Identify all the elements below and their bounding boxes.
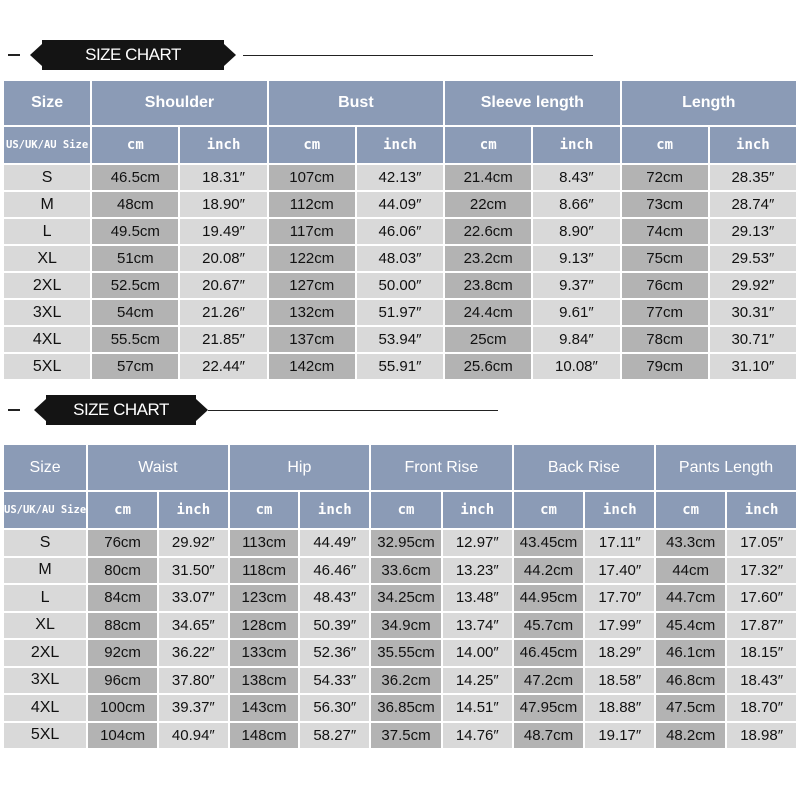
table-row	[4, 613, 796, 639]
size-cell: XL	[4, 246, 90, 271]
cm-value-cell: 21.4cm	[445, 165, 531, 190]
size-cell: L	[4, 585, 86, 611]
inch-value-cell: 9.61″	[533, 300, 619, 325]
inch-value-cell: 40.94″	[159, 723, 228, 749]
inch-value-cell: 31.10″	[710, 354, 796, 379]
table-row	[4, 668, 796, 694]
cm-value-cell: 35.55cm	[371, 640, 441, 666]
cm-value-cell: 133cm	[230, 640, 299, 666]
cm-value-cell: 49.5cm	[92, 219, 178, 244]
cm-value-cell: 44.7cm	[656, 585, 725, 611]
table-row	[4, 165, 796, 190]
cm-value-cell: 100cm	[88, 695, 157, 721]
cm-value-cell: 80cm	[88, 558, 157, 584]
table-row	[4, 723, 796, 749]
inch-value-cell: 18.31″	[180, 165, 266, 190]
cm-value-cell: 48.2cm	[656, 723, 725, 749]
inch-value-cell: 48.43″	[300, 585, 369, 611]
header-shoulder: Shoulder	[92, 81, 266, 125]
size-region-label: US/UK/AU Size	[4, 127, 90, 163]
inch-value-cell: 13.23″	[443, 558, 512, 584]
inch-value-cell: 36.22″	[159, 640, 228, 666]
cm-value-cell: 96cm	[88, 668, 157, 694]
inch-value-cell: 51.97″	[357, 300, 443, 325]
banner-rule	[208, 410, 498, 411]
inch-value-cell: 20.08″	[180, 246, 266, 271]
inch-value-cell: 8.90″	[533, 219, 619, 244]
inch-value-cell: 42.13″	[357, 165, 443, 190]
inch-value-cell: 18.15″	[727, 640, 796, 666]
banner-dash	[8, 54, 20, 56]
cm-value-cell: 22.6cm	[445, 219, 531, 244]
cm-value-cell: 25cm	[445, 327, 531, 352]
unit-row	[4, 492, 796, 528]
header-pants-length: Pants Length	[656, 445, 796, 490]
cm-value-cell: 46.1cm	[656, 640, 725, 666]
inch-value-cell: 44.49″	[300, 530, 369, 556]
inch-value-cell: 18.70″	[727, 695, 796, 721]
inch-value-cell: 50.00″	[357, 273, 443, 298]
cm-value-cell: 137cm	[269, 327, 355, 352]
cm-value-cell: 72cm	[622, 165, 708, 190]
inch-value-cell: 14.76″	[443, 723, 512, 749]
cm-value-cell: 143cm	[230, 695, 299, 721]
header-waist: Waist	[88, 445, 227, 490]
header-front-rise: Front Rise	[371, 445, 512, 490]
size-chart-banner-bottom	[8, 393, 508, 427]
size-cell: 3XL	[4, 668, 86, 694]
inch-value-cell: 21.26″	[180, 300, 266, 325]
size-cell: XL	[4, 613, 86, 639]
unit-cell: cm	[656, 492, 725, 528]
inch-value-cell: 21.85″	[180, 327, 266, 352]
cm-value-cell: 25.6cm	[445, 354, 531, 379]
unit-cell: cm	[230, 492, 299, 528]
unit-cell: inch	[533, 127, 619, 163]
cm-value-cell: 36.85cm	[371, 695, 441, 721]
size-cell: 5XL	[4, 723, 86, 749]
inch-value-cell: 18.90″	[180, 192, 266, 217]
cm-value-cell: 112cm	[269, 192, 355, 217]
cm-value-cell: 24.4cm	[445, 300, 531, 325]
table-row	[4, 640, 796, 666]
inch-value-cell: 56.30″	[300, 695, 369, 721]
size-cell: M	[4, 192, 90, 217]
size-cell: L	[4, 219, 90, 244]
inch-value-cell: 30.71″	[710, 327, 796, 352]
table-row	[4, 585, 796, 611]
unit-cell: inch	[710, 127, 796, 163]
table-row	[4, 192, 796, 217]
inch-value-cell: 29.13″	[710, 219, 796, 244]
inch-value-cell: 17.11″	[585, 530, 654, 556]
inch-value-cell: 17.60″	[727, 585, 796, 611]
cm-value-cell: 138cm	[230, 668, 299, 694]
inch-value-cell: 17.05″	[727, 530, 796, 556]
size-cell: 4XL	[4, 695, 86, 721]
cm-value-cell: 142cm	[269, 354, 355, 379]
cm-value-cell: 36.2cm	[371, 668, 441, 694]
cm-value-cell: 127cm	[269, 273, 355, 298]
inch-value-cell: 28.74″	[710, 192, 796, 217]
cm-value-cell: 113cm	[230, 530, 299, 556]
inch-value-cell: 17.87″	[727, 613, 796, 639]
cm-value-cell: 43.3cm	[656, 530, 725, 556]
cm-value-cell: 76cm	[622, 273, 708, 298]
unit-cell: cm	[622, 127, 708, 163]
header-hip: Hip	[230, 445, 369, 490]
size-chart-banner-top	[8, 38, 598, 72]
size-cell: S	[4, 165, 90, 190]
bottom-size-table	[2, 443, 798, 750]
banner-rule	[243, 55, 593, 56]
cm-value-cell: 107cm	[269, 165, 355, 190]
cm-value-cell: 55.5cm	[92, 327, 178, 352]
unit-cell: cm	[514, 492, 584, 528]
cm-value-cell: 34.9cm	[371, 613, 441, 639]
unit-cell: inch	[159, 492, 228, 528]
table-row	[4, 354, 796, 379]
inch-value-cell: 12.97″	[443, 530, 512, 556]
inch-value-cell: 31.50″	[159, 558, 228, 584]
table-row	[4, 695, 796, 721]
cm-value-cell: 48cm	[92, 192, 178, 217]
cm-value-cell: 32.95cm	[371, 530, 441, 556]
inch-value-cell: 33.07″	[159, 585, 228, 611]
inch-value-cell: 44.09″	[357, 192, 443, 217]
inch-value-cell: 55.91″	[357, 354, 443, 379]
cm-value-cell: 34.25cm	[371, 585, 441, 611]
header-sleeve-length: Sleeve length	[445, 81, 619, 125]
cm-value-cell: 79cm	[622, 354, 708, 379]
inch-value-cell: 14.00″	[443, 640, 512, 666]
cm-value-cell: 122cm	[269, 246, 355, 271]
inch-value-cell: 46.06″	[357, 219, 443, 244]
cm-value-cell: 44.95cm	[514, 585, 584, 611]
cm-value-cell: 46.8cm	[656, 668, 725, 694]
unit-cell: cm	[88, 492, 157, 528]
cm-value-cell: 46.45cm	[514, 640, 584, 666]
cm-value-cell: 128cm	[230, 613, 299, 639]
banner-title: SIZE CHART	[73, 400, 169, 419]
header-size: Size	[4, 81, 90, 125]
unit-cell: inch	[443, 492, 512, 528]
unit-cell: inch	[585, 492, 654, 528]
cm-value-cell: 78cm	[622, 327, 708, 352]
cm-value-cell: 22cm	[445, 192, 531, 217]
cm-value-cell: 132cm	[269, 300, 355, 325]
inch-value-cell: 14.51″	[443, 695, 512, 721]
cm-value-cell: 23.8cm	[445, 273, 531, 298]
inch-value-cell: 46.46″	[300, 558, 369, 584]
cm-value-cell: 54cm	[92, 300, 178, 325]
inch-value-cell: 29.92″	[159, 530, 228, 556]
inch-value-cell: 58.27″	[300, 723, 369, 749]
inch-value-cell: 14.25″	[443, 668, 512, 694]
cm-value-cell: 45.7cm	[514, 613, 584, 639]
cm-value-cell: 46.5cm	[92, 165, 178, 190]
cm-value-cell: 84cm	[88, 585, 157, 611]
cm-value-cell: 76cm	[88, 530, 157, 556]
inch-value-cell: 18.88″	[585, 695, 654, 721]
header-length: Length	[622, 81, 796, 125]
inch-value-cell: 18.58″	[585, 668, 654, 694]
unit-row	[4, 127, 796, 163]
cm-value-cell: 75cm	[622, 246, 708, 271]
inch-value-cell: 28.35″	[710, 165, 796, 190]
inch-value-cell: 18.29″	[585, 640, 654, 666]
size-cell: 3XL	[4, 300, 90, 325]
inch-value-cell: 8.66″	[533, 192, 619, 217]
size-cell: S	[4, 530, 86, 556]
unit-cell: cm	[371, 492, 441, 528]
inch-value-cell: 17.99″	[585, 613, 654, 639]
cm-value-cell: 23.2cm	[445, 246, 531, 271]
cm-value-cell: 77cm	[622, 300, 708, 325]
inch-value-cell: 22.44″	[180, 354, 266, 379]
unit-cell: inch	[357, 127, 443, 163]
inch-value-cell: 17.70″	[585, 585, 654, 611]
table-row	[4, 558, 796, 584]
banner-title: SIZE CHART	[85, 45, 181, 64]
size-cell: 2XL	[4, 273, 90, 298]
cm-value-cell: 117cm	[269, 219, 355, 244]
inch-value-cell: 53.94″	[357, 327, 443, 352]
cm-value-cell: 44.2cm	[514, 558, 584, 584]
inch-value-cell: 10.08″	[533, 354, 619, 379]
inch-value-cell: 37.80″	[159, 668, 228, 694]
table-row	[4, 246, 796, 271]
banner-dash	[8, 409, 20, 411]
cm-value-cell: 47.2cm	[514, 668, 584, 694]
unit-cell: inch	[180, 127, 266, 163]
inch-value-cell: 29.92″	[710, 273, 796, 298]
unit-cell: cm	[92, 127, 178, 163]
inch-value-cell: 9.13″	[533, 246, 619, 271]
cm-value-cell: 88cm	[88, 613, 157, 639]
cm-value-cell: 43.45cm	[514, 530, 584, 556]
inch-value-cell: 19.49″	[180, 219, 266, 244]
cm-value-cell: 48.7cm	[514, 723, 584, 749]
inch-value-cell: 30.31″	[710, 300, 796, 325]
header-bust: Bust	[269, 81, 443, 125]
size-cell: 2XL	[4, 640, 86, 666]
header-size: Size	[4, 445, 86, 490]
inch-value-cell: 18.98″	[727, 723, 796, 749]
table-row	[4, 327, 796, 352]
cm-value-cell: 123cm	[230, 585, 299, 611]
inch-value-cell: 9.84″	[533, 327, 619, 352]
inch-value-cell: 48.03″	[357, 246, 443, 271]
cm-value-cell: 57cm	[92, 354, 178, 379]
cm-value-cell: 52.5cm	[92, 273, 178, 298]
cm-value-cell: 74cm	[622, 219, 708, 244]
inch-value-cell: 52.36″	[300, 640, 369, 666]
cm-value-cell: 37.5cm	[371, 723, 441, 749]
cm-value-cell: 33.6cm	[371, 558, 441, 584]
unit-cell: cm	[269, 127, 355, 163]
cm-value-cell: 118cm	[230, 558, 299, 584]
inch-value-cell: 54.33″	[300, 668, 369, 694]
banner-ribbon	[46, 395, 196, 425]
inch-value-cell: 19.17″	[585, 723, 654, 749]
inch-value-cell: 9.37″	[533, 273, 619, 298]
top-size-table	[2, 79, 798, 381]
inch-value-cell: 39.37″	[159, 695, 228, 721]
cm-value-cell: 47.5cm	[656, 695, 725, 721]
size-region-label: US/UK/AU Size	[4, 492, 86, 528]
inch-value-cell: 29.53″	[710, 246, 796, 271]
header-back-rise: Back Rise	[514, 445, 655, 490]
unit-cell: inch	[727, 492, 796, 528]
cm-value-cell: 73cm	[622, 192, 708, 217]
unit-cell: cm	[445, 127, 531, 163]
inch-value-cell: 18.43″	[727, 668, 796, 694]
cm-value-cell: 148cm	[230, 723, 299, 749]
inch-value-cell: 13.74″	[443, 613, 512, 639]
inch-value-cell: 34.65″	[159, 613, 228, 639]
table-row	[4, 530, 796, 556]
inch-value-cell: 20.67″	[180, 273, 266, 298]
banner-ribbon	[42, 40, 224, 70]
table-row	[4, 273, 796, 298]
table-row	[4, 219, 796, 244]
inch-value-cell: 17.40″	[585, 558, 654, 584]
inch-value-cell: 17.32″	[727, 558, 796, 584]
cm-value-cell: 44cm	[656, 558, 725, 584]
cm-value-cell: 104cm	[88, 723, 157, 749]
cm-value-cell: 51cm	[92, 246, 178, 271]
size-cell: M	[4, 558, 86, 584]
cm-value-cell: 47.95cm	[514, 695, 584, 721]
cm-value-cell: 92cm	[88, 640, 157, 666]
size-cell: 5XL	[4, 354, 90, 379]
inch-value-cell: 50.39″	[300, 613, 369, 639]
unit-cell: inch	[300, 492, 369, 528]
table-row	[4, 300, 796, 325]
cm-value-cell: 45.4cm	[656, 613, 725, 639]
size-cell: 4XL	[4, 327, 90, 352]
inch-value-cell: 8.43″	[533, 165, 619, 190]
inch-value-cell: 13.48″	[443, 585, 512, 611]
